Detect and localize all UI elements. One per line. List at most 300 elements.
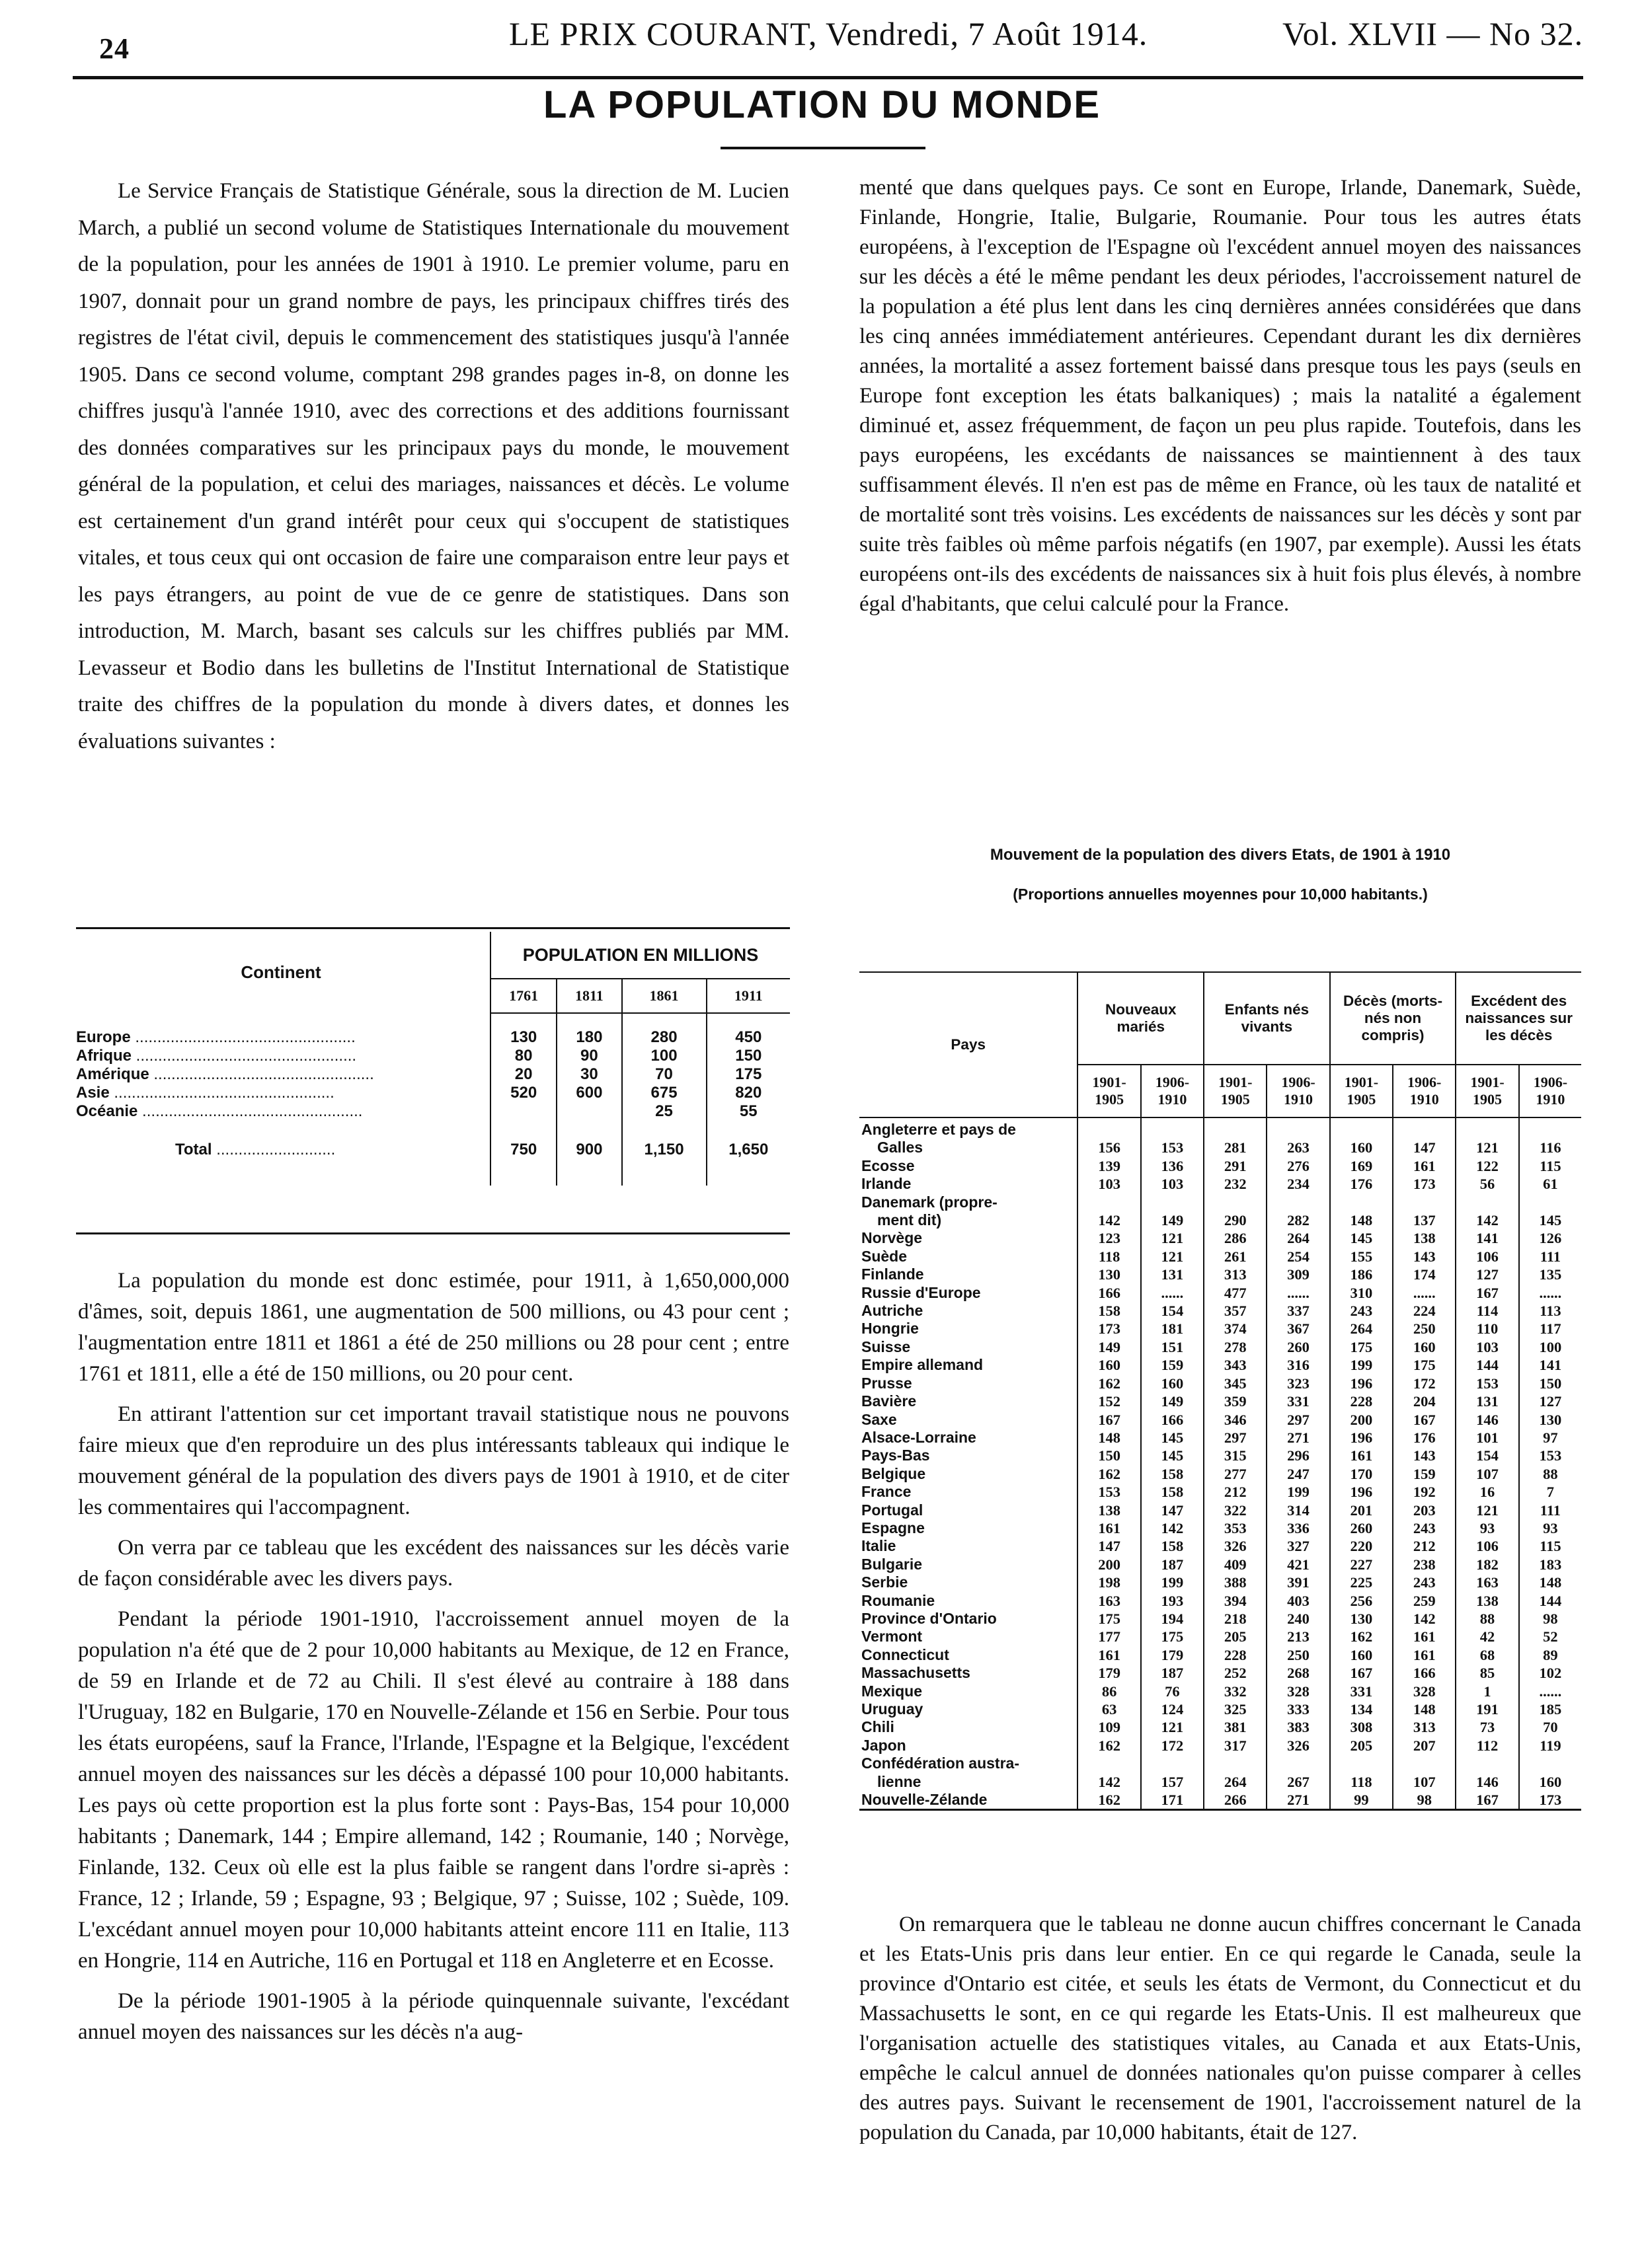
- rate-value: 121: [1141, 1718, 1204, 1736]
- table-row: [859, 1411, 1581, 1429]
- rate-value: 381: [1204, 1718, 1267, 1736]
- rate-value: 158: [1141, 1537, 1204, 1555]
- rate-value: 173: [1077, 1320, 1140, 1338]
- period-header: 1906-1910: [1519, 1065, 1581, 1117]
- rate-value: 218: [1204, 1610, 1267, 1628]
- table-row: [859, 1193, 1581, 1230]
- rate-value: 266: [1204, 1791, 1267, 1810]
- country-name: Belgique: [861, 1464, 926, 1482]
- period-header: 1906-1910: [1267, 1065, 1329, 1117]
- country-name: Pays-Bas: [861, 1447, 930, 1464]
- rate-value: 403: [1267, 1592, 1329, 1610]
- population-table: [76, 932, 790, 1186]
- rate-value: 166: [1141, 1411, 1204, 1429]
- population-value: [490, 1102, 557, 1121]
- rate-value: 161: [1330, 1447, 1393, 1464]
- rate-value: 76: [1141, 1682, 1204, 1700]
- rate-value: 142: [1077, 1755, 1140, 1791]
- rate-value: 162: [1077, 1375, 1140, 1392]
- rate-value: 328: [1267, 1682, 1329, 1700]
- rate-value: 150: [1077, 1447, 1140, 1464]
- population-value: 80: [490, 1047, 557, 1065]
- rate-value: 167: [1330, 1664, 1393, 1682]
- rate-value: 137: [1393, 1193, 1456, 1230]
- total-row: [76, 1121, 790, 1186]
- table-row: [859, 1429, 1581, 1447]
- population-value: 30: [557, 1065, 621, 1084]
- country-name: Finlande: [861, 1266, 924, 1283]
- rate-value: 151: [1141, 1338, 1204, 1356]
- table-row: [859, 1302, 1581, 1320]
- rate-value: 205: [1204, 1628, 1267, 1645]
- rate-value: 192: [1393, 1483, 1456, 1501]
- rate-value: 42: [1456, 1628, 1518, 1645]
- continent-name: Océanie: [76, 1102, 138, 1120]
- rate-value: 254: [1267, 1248, 1329, 1266]
- paragraph: On remarquera que le tableau ne donne aucun chiffres concernant le Canada et les Etats-Unis pris dans leur entier. En ce qui regarde le Canada, seule la province d'Ontario est citée, et seuls les états de Vermont, du Connecticut et du Massachusetts le sont, en ce qui regarde les Etats-Unis. Il est malheureux que l'organisation actuelle des statistiques vitales, au Canada et aux Etats-Unis, empêche le calcul annuel de données nationales qu'on puisse comparer à celles des autres pays. Suivant le recensement de 1901, l'accroissement naturel de la population du Canada, par 10,000 habitants, était de 127.: [859, 1912, 1581, 2144]
- rate-value: 291: [1204, 1157, 1267, 1175]
- table-row: [76, 1065, 790, 1084]
- rate-value: 127: [1519, 1392, 1581, 1410]
- rate-value: 147: [1393, 1117, 1456, 1157]
- rate-value: 179: [1141, 1646, 1204, 1664]
- volume-header: Vol. XLVII — No 32.: [1282, 15, 1584, 52]
- rate-value: 194: [1141, 1610, 1204, 1628]
- rate-value: 182: [1456, 1556, 1518, 1573]
- country-name: Portugal: [861, 1501, 923, 1519]
- rate-value: 139: [1077, 1157, 1140, 1175]
- rate-value: 187: [1141, 1556, 1204, 1573]
- rate-value: 153: [1519, 1447, 1581, 1464]
- country-name: Galles: [877, 1139, 923, 1156]
- rate-value: 260: [1330, 1519, 1393, 1537]
- rate-value: 162: [1077, 1791, 1140, 1810]
- table-row: [859, 1501, 1581, 1519]
- continent-header: Continent: [241, 962, 321, 982]
- rate-value: 187: [1141, 1664, 1204, 1682]
- rate-value: 103: [1456, 1338, 1518, 1356]
- rate-value: 174: [1393, 1266, 1456, 1283]
- rate-value: 353: [1204, 1519, 1267, 1537]
- population-value: 520: [490, 1084, 557, 1102]
- rate-value: 93: [1456, 1519, 1518, 1537]
- rate-value: 114: [1456, 1302, 1518, 1320]
- population-value: 820: [707, 1084, 790, 1102]
- rate-value: 130: [1330, 1610, 1393, 1628]
- rate-value: 198: [1077, 1573, 1140, 1591]
- rate-value: 313: [1204, 1266, 1267, 1283]
- rate-value: 337: [1267, 1302, 1329, 1320]
- country-name: Alsace-Lorraine: [861, 1428, 976, 1446]
- period-header: 1906-1910: [1393, 1065, 1456, 1117]
- rate-value: 154: [1141, 1302, 1204, 1320]
- rate-value: 175: [1393, 1356, 1456, 1374]
- total-value: 1,650: [707, 1121, 790, 1186]
- table-row: [859, 1737, 1581, 1755]
- table-row: [859, 1592, 1581, 1610]
- group-header-deces: Décès (morts-nés non compris): [1330, 972, 1456, 1065]
- continent-name: Asie: [76, 1084, 110, 1102]
- rate-value: 156: [1077, 1117, 1140, 1157]
- paragraph: menté que dans quelques pays. Ce sont en Europe, Irlande, Danemark, Suède, Finlande, Hongrie, Italie, Bulgarie, Roumanie. Pour tous les autres états européens, à l'exception de l'Espagne où l'excédent annuel moyen des naissances sur les décès a été le même pendant les deux périodes, l'accroissement naturel de la population a été plus lent dans les cinq dernières années considérées que dans les cinq années immédiatement antérieures. Cependant durant les dix dernières années, la mortalité a assez fortement baissé dans presque tous les pays (seuls en Europe font exception les états balkaniques) ; mais la natalité a également diminué et, assez fréquemment, de façon un peu plus rapide. Toutefois, dans les pays européens, les excédants de naissances se maintiennent à des taux suffisamment élevés. Il n'en est pas de même en France, où les taux de natalité et de mortalité sont très voisins. Les excédents de naissances sur les décès y sont par suite très faibles où même parfois négatifs (en 1907, par exemple). Aussi les états européens ont-ils des excédents de naissances six à huit fois plus élevés, à nombre égal d'habitants, que celui calculé pour la France.: [859, 176, 1581, 616]
- rate-value: 228: [1330, 1392, 1393, 1410]
- country-name: Japon: [861, 1736, 906, 1754]
- rate-value: 141: [1519, 1356, 1581, 1374]
- rate-value: 267: [1267, 1755, 1329, 1791]
- country-name: France: [861, 1483, 912, 1501]
- table-row: [859, 1519, 1581, 1537]
- rate-value: 332: [1204, 1682, 1267, 1700]
- rate-value: 196: [1330, 1375, 1393, 1392]
- rate-value: 160: [1141, 1375, 1204, 1392]
- rate-value: 336: [1267, 1519, 1329, 1537]
- rate-value: 117: [1519, 1320, 1581, 1338]
- rate-value: 116: [1519, 1117, 1581, 1157]
- rate-value: 124: [1141, 1700, 1204, 1718]
- country-name: Saxe: [861, 1410, 897, 1428]
- rate-value: 148: [1393, 1700, 1456, 1718]
- rate-value: 131: [1456, 1392, 1518, 1410]
- rate-value: 115: [1519, 1537, 1581, 1555]
- rate-value: 175: [1077, 1610, 1140, 1628]
- rate-value: 282: [1267, 1193, 1329, 1230]
- rate-value: 144: [1456, 1356, 1518, 1374]
- rate-value: 191: [1456, 1700, 1518, 1718]
- rate-value: 271: [1267, 1429, 1329, 1447]
- rate-value: 142: [1141, 1519, 1204, 1537]
- table-row: [76, 1102, 790, 1121]
- rate-value: 145: [1330, 1229, 1393, 1247]
- rate-value: 160: [1077, 1356, 1140, 1374]
- population-value: 280: [622, 1013, 707, 1047]
- table-row: [859, 1465, 1581, 1483]
- table-row: [859, 1791, 1581, 1810]
- page-title: LA POPULATION DU MONDE: [543, 83, 1101, 126]
- country-name: Serbie: [861, 1573, 908, 1591]
- rate-value: 323: [1267, 1375, 1329, 1392]
- rate-value: 142: [1456, 1193, 1518, 1230]
- leader-dots: ..................................................: [149, 1065, 374, 1083]
- rate-value: 61: [1519, 1175, 1581, 1193]
- population-value: [557, 1102, 621, 1121]
- rate-value: 167: [1456, 1791, 1518, 1810]
- country-name: Confédération austra-: [861, 1755, 1019, 1772]
- rate-value: 326: [1204, 1537, 1267, 1555]
- rate-value: 177: [1077, 1628, 1140, 1645]
- rate-value: 118: [1330, 1755, 1393, 1791]
- country-name: Uruguay: [861, 1700, 923, 1718]
- rate-value: 161: [1077, 1646, 1140, 1664]
- rate-value: 121: [1141, 1248, 1204, 1266]
- rate-value: 162: [1330, 1628, 1393, 1645]
- country-name: Norvège: [861, 1229, 923, 1247]
- rate-value: 234: [1267, 1175, 1329, 1193]
- continent-name: Amérique: [76, 1065, 149, 1083]
- left-column-intro: [78, 173, 789, 769]
- group-header-enfants: Enfants nés vivants: [1204, 972, 1330, 1065]
- rate-value: 101: [1456, 1429, 1518, 1447]
- rate-value: 179: [1077, 1664, 1140, 1682]
- country-name: Bulgarie: [861, 1555, 923, 1573]
- population-group-header: POPULATION EN MILLIONS: [490, 932, 790, 979]
- leader-dots: ..................................................: [137, 1102, 363, 1120]
- table-row: [859, 1284, 1581, 1302]
- rate-value: 109: [1077, 1718, 1140, 1736]
- rate-value: 325: [1204, 1700, 1267, 1718]
- table-row: [859, 1447, 1581, 1464]
- rate-value: 145: [1141, 1429, 1204, 1447]
- population-value: 180: [557, 1013, 621, 1047]
- rate-value: 103: [1077, 1175, 1140, 1193]
- rate-value: 138: [1077, 1501, 1140, 1519]
- rate-value: 135: [1519, 1266, 1581, 1283]
- table-row: [859, 1682, 1581, 1700]
- rate-value: 149: [1077, 1338, 1140, 1356]
- rate-value: 150: [1519, 1375, 1581, 1392]
- rate-value: 201: [1330, 1501, 1393, 1519]
- population-value: 675: [622, 1084, 707, 1102]
- country-name: Suisse: [861, 1338, 911, 1355]
- rate-value: 144: [1519, 1592, 1581, 1610]
- rate-value: 268: [1267, 1664, 1329, 1682]
- table-row: [859, 1229, 1581, 1247]
- table-row: [76, 1047, 790, 1065]
- rate-value: 196: [1330, 1429, 1393, 1447]
- rate-value: 68: [1456, 1646, 1518, 1664]
- rate-value: 121: [1456, 1117, 1518, 1157]
- rate-value: 175: [1141, 1628, 1204, 1645]
- rate-value: 103: [1141, 1175, 1204, 1193]
- rate-value: 172: [1141, 1737, 1204, 1755]
- movement-table: [859, 971, 1581, 1811]
- rate-value: 409: [1204, 1556, 1267, 1573]
- rate-value: 130: [1519, 1411, 1581, 1429]
- rate-value: 261: [1204, 1248, 1267, 1266]
- rate-value: 167: [1456, 1284, 1518, 1302]
- rate-value: 102: [1519, 1664, 1581, 1682]
- rate-value: 331: [1330, 1682, 1393, 1700]
- rate-value: 176: [1330, 1175, 1393, 1193]
- rate-value: 200: [1077, 1556, 1140, 1573]
- rate-value: 326: [1267, 1737, 1329, 1755]
- rate-value: 359: [1204, 1392, 1267, 1410]
- table-row: [859, 1248, 1581, 1266]
- rate-value: 193: [1141, 1592, 1204, 1610]
- rate-value: 56: [1456, 1175, 1518, 1193]
- period-header: 1906-1910: [1141, 1065, 1204, 1117]
- continent-name: Afrique: [76, 1047, 132, 1065]
- table-row: [859, 1356, 1581, 1374]
- rate-value: 243: [1330, 1302, 1393, 1320]
- rate-value: 160: [1519, 1755, 1581, 1791]
- rate-value: 70: [1519, 1718, 1581, 1736]
- rate-value: 327: [1267, 1537, 1329, 1555]
- rate-value: 111: [1519, 1248, 1581, 1266]
- rate-value: 106: [1456, 1537, 1518, 1555]
- right-column-intro: [859, 173, 1581, 628]
- header-rule: [73, 76, 1583, 79]
- rate-value: 205: [1330, 1737, 1393, 1755]
- rate-value: ......: [1519, 1682, 1581, 1700]
- population-value: 175: [707, 1065, 790, 1084]
- rate-value: 163: [1456, 1573, 1518, 1591]
- title-underline: [721, 147, 925, 149]
- population-value: 450: [707, 1013, 790, 1047]
- table-row: [859, 1700, 1581, 1718]
- rate-value: 243: [1393, 1573, 1456, 1591]
- group-header-maries: Nouveaux mariés: [1077, 972, 1204, 1065]
- country-name: Mexique: [861, 1682, 923, 1700]
- rate-value: 158: [1141, 1483, 1204, 1501]
- country-name: Bavière: [861, 1392, 917, 1410]
- rate-value: 281: [1204, 1117, 1267, 1157]
- country-name: ment dit): [877, 1211, 942, 1229]
- rate-value: 260: [1267, 1338, 1329, 1356]
- total-value: 1,150: [622, 1121, 707, 1186]
- page-number: 24: [99, 32, 130, 65]
- rate-value: 148: [1077, 1429, 1140, 1447]
- rate-value: 207: [1393, 1737, 1456, 1755]
- table-row: [859, 1157, 1581, 1175]
- country-name: Nouvelle-Zélande: [861, 1791, 988, 1809]
- rate-value: 157: [1141, 1755, 1204, 1791]
- country-name: Massachusetts: [861, 1664, 970, 1682]
- rate-value: 153: [1141, 1117, 1204, 1157]
- rate-value: 89: [1519, 1646, 1581, 1664]
- rate-value: 163: [1077, 1592, 1140, 1610]
- period-header: 1901-1905: [1204, 1065, 1267, 1117]
- table-row: [859, 1320, 1581, 1338]
- rate-value: 127: [1456, 1266, 1518, 1283]
- rate-value: 243: [1393, 1519, 1456, 1537]
- rate-value: 171: [1141, 1791, 1204, 1810]
- rate-value: 331: [1267, 1392, 1329, 1410]
- table-row: [859, 1610, 1581, 1628]
- rate-value: 391: [1267, 1573, 1329, 1591]
- rate-value: ......: [1141, 1284, 1204, 1302]
- rate-value: 149: [1141, 1193, 1204, 1230]
- rate-value: 394: [1204, 1592, 1267, 1610]
- rate-value: 123: [1077, 1229, 1140, 1247]
- paragraph: De la période 1901-1905 à la période quinquennale suivante, l'excédant annuel moyen des naissances sur les décès n'a aug-: [78, 1989, 789, 2044]
- rate-value: 264: [1204, 1755, 1267, 1791]
- rate-value: 225: [1330, 1573, 1393, 1591]
- rate-value: 296: [1267, 1447, 1329, 1464]
- rate-value: 185: [1519, 1700, 1581, 1718]
- movement-table-subtitle: (Proportions annuelles moyennes pour 10,000 habitants.): [1013, 886, 1428, 903]
- rate-value: 271: [1267, 1791, 1329, 1810]
- rate-value: 227: [1330, 1556, 1393, 1573]
- rate-value: 159: [1393, 1465, 1456, 1483]
- rate-value: 119: [1519, 1737, 1581, 1755]
- rate-value: 7: [1519, 1483, 1581, 1501]
- rate-value: 161: [1077, 1519, 1140, 1537]
- table-row: [76, 1084, 790, 1102]
- population-value: 600: [557, 1084, 621, 1102]
- rate-value: 121: [1141, 1229, 1204, 1247]
- rate-value: 155: [1330, 1248, 1393, 1266]
- rate-value: 112: [1456, 1737, 1518, 1755]
- table-row: [859, 1175, 1581, 1193]
- rate-value: 200: [1330, 1411, 1393, 1429]
- table-row: [859, 1483, 1581, 1501]
- rate-value: 314: [1267, 1501, 1329, 1519]
- rate-value: 130: [1077, 1266, 1140, 1283]
- population-value: 150: [707, 1047, 790, 1065]
- year-header: 1861: [622, 979, 707, 1013]
- rate-value: 212: [1204, 1483, 1267, 1501]
- country-name: Autriche: [861, 1302, 923, 1320]
- rate-value: 99: [1330, 1791, 1393, 1810]
- population-value: 100: [622, 1047, 707, 1065]
- rate-value: 115: [1519, 1157, 1581, 1175]
- rate-value: 160: [1393, 1338, 1456, 1356]
- pop-table-top-rule: [76, 927, 790, 929]
- population-value: 70: [622, 1065, 707, 1084]
- period-header: 1901-1905: [1077, 1065, 1140, 1117]
- rate-value: 162: [1077, 1737, 1140, 1755]
- movement-table-title: Mouvement de la population des divers Etats, de 1901 à 1910: [990, 846, 1451, 864]
- table-row: [859, 1628, 1581, 1645]
- rate-value: 199: [1330, 1356, 1393, 1374]
- left-column-body: [78, 1266, 789, 2057]
- rate-value: 97: [1519, 1429, 1581, 1447]
- country-name: Connecticut: [861, 1645, 949, 1663]
- publication-header: LE PRIX COURANT, Vendredi, 7 Août 1914.: [509, 15, 1148, 52]
- leader-dots: ..................................................: [109, 1084, 334, 1102]
- rate-value: 264: [1267, 1229, 1329, 1247]
- rate-value: 173: [1393, 1175, 1456, 1193]
- rate-value: 290: [1204, 1193, 1267, 1230]
- year-header: 1811: [557, 979, 621, 1013]
- leader-dots: ..................................................: [130, 1028, 356, 1046]
- rate-value: 183: [1519, 1556, 1581, 1573]
- rate-value: 141: [1456, 1229, 1518, 1247]
- rate-value: 98: [1519, 1610, 1581, 1628]
- country-name: Empire allemand: [861, 1356, 984, 1374]
- rate-value: 181: [1141, 1320, 1204, 1338]
- rate-value: 252: [1204, 1664, 1267, 1682]
- rate-value: 166: [1393, 1664, 1456, 1682]
- rate-value: 138: [1456, 1592, 1518, 1610]
- right-column-conclusion: [859, 1910, 1581, 2157]
- rate-value: 148: [1519, 1573, 1581, 1591]
- total-label: Total: [175, 1141, 212, 1158]
- continent-name: Europe: [76, 1028, 131, 1046]
- table-row: [859, 1537, 1581, 1555]
- rate-value: 86: [1077, 1682, 1140, 1700]
- rate-value: 160: [1330, 1117, 1393, 1157]
- rate-value: 247: [1267, 1465, 1329, 1483]
- rate-value: 175: [1330, 1338, 1393, 1356]
- rate-value: 88: [1519, 1465, 1581, 1483]
- table-row: [859, 1392, 1581, 1410]
- pays-header: Pays: [859, 972, 1077, 1117]
- rate-value: 148: [1330, 1193, 1393, 1230]
- rate-value: 297: [1204, 1429, 1267, 1447]
- table-row: [859, 1556, 1581, 1573]
- rate-value: 367: [1267, 1320, 1329, 1338]
- rate-value: 421: [1267, 1556, 1329, 1573]
- rate-value: 146: [1456, 1411, 1518, 1429]
- rate-value: 277: [1204, 1465, 1267, 1483]
- rate-value: 316: [1267, 1356, 1329, 1374]
- rate-value: 167: [1393, 1411, 1456, 1429]
- paragraph: En attirant l'attention sur cet important travail statistique nous ne pouvons faire mieux que d'en reproduire un des plus intéressants tableaux qui indique le mouvement général de la population des divers pays de 1901 à 1910, et de citer les commentaires qui l'accompagnent.: [78, 1402, 789, 1519]
- rate-value: 142: [1077, 1193, 1140, 1230]
- paragraph: Pendant la période 1901-1910, l'accroissement annuel moyen de la population n'a été que de 2 pour 10,000 habitants au Mexique, de 12 en France, de 59 en Irlande et de 72 au Chili. Il s'est élevé au contraire à 188 dans l'Uruguay, 182 en Bulgarie, 170 en Nouvelle-Zélande et 156 en Serbie. Pour tous les états européens, sauf la France, l'Irlande, l'Espagne et la Belgique, l'excédent annuel moyen des naissances sur les décès a dépassé 100 pour 10,000 habitants. Les pays où cette proportion est la plus forte sont : Pays-Bas, 154 pour 10,000 habitants ; Danemark, 144 ; Empire allemand, 142 ; Roumanie, 140 ; Norvège, Finlande, 132. Ceux où elle est la plus faible se rangent dans l'ordre si-après : France, 12 ; Irlande, 59 ; Espagne, 93 ; Belgique, 97 ; Suisse, 102 ; Suède, 109. L'excédant annuel moyen pour 10,000 habitants atteint encore 111 en Italie, 113 en Hongrie, 114 en Autriche, 116 en Portugal et 118 en Angleterre et en Ecosse.: [78, 1607, 789, 1973]
- rate-value: 126: [1519, 1229, 1581, 1247]
